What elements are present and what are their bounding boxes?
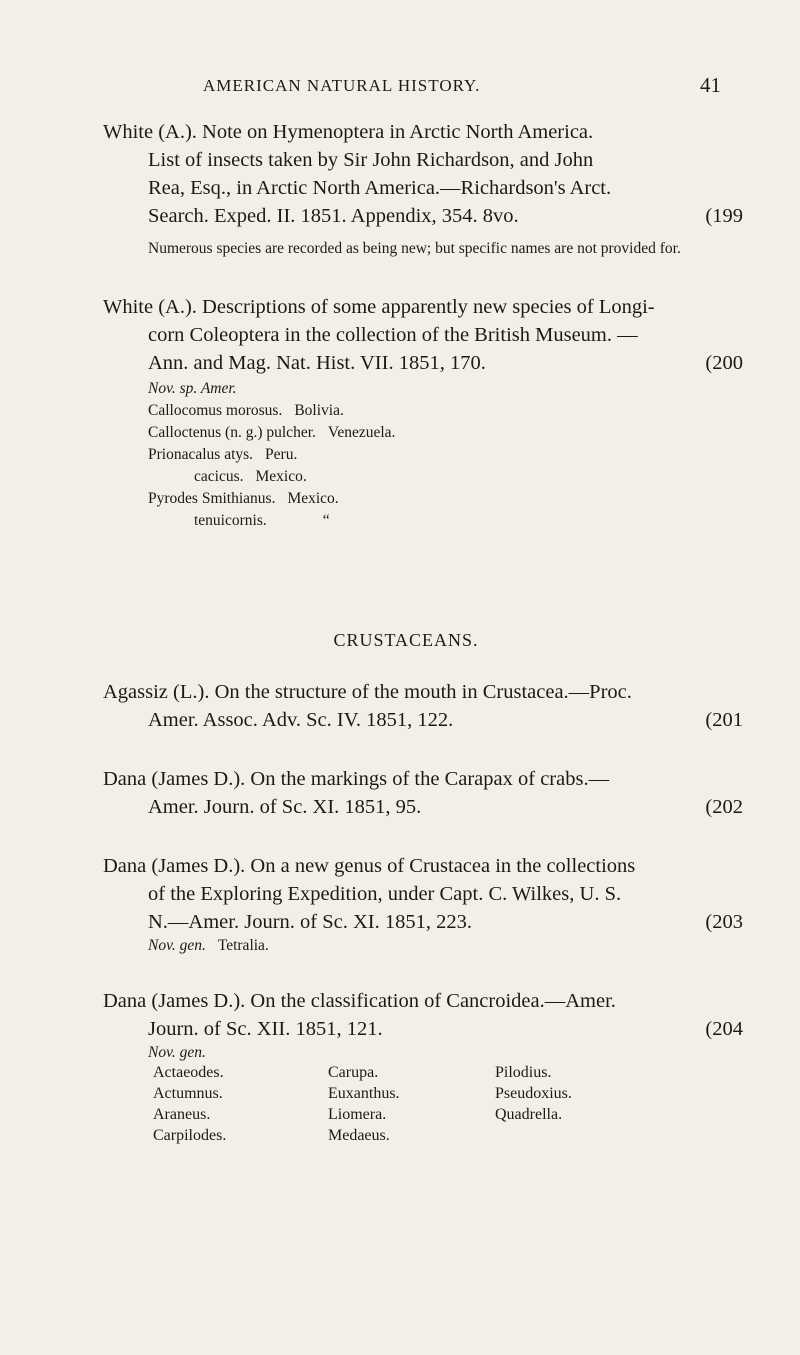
list-item: Callocomus morosus. Bolivia. (148, 402, 344, 419)
list-item: Euxanthus. (328, 1085, 400, 1102)
list-item: Quadrella. (495, 1106, 563, 1123)
entry-line: Ann. and Mag. Nat. Hist. VII. 1851, 170. (200 (103, 349, 743, 377)
list-item: cacicus. Mexico. (194, 468, 307, 485)
entry-line: Dana (James D.). On the classification of Cancroidea.—Amer. (103, 990, 616, 1012)
section-heading: CRUSTACEANS. (333, 630, 479, 650)
entry-number: (201 (705, 709, 743, 731)
nov-gen-label: Nov. gen. (148, 937, 206, 954)
list-item: Pilodius. (495, 1064, 552, 1081)
list-item: Calloctenus (n. g.) pulcher. Venezuela. (148, 424, 396, 441)
genera-column (153, 1062, 226, 1146)
list-item: Pseudoxius. (495, 1085, 572, 1102)
bibliography-entry-203 (103, 852, 743, 936)
entry-line: Journ. of Sc. XII. 1851, 121. (204 (103, 1015, 743, 1043)
list-item: Medaeus. (328, 1127, 390, 1144)
list-item: Pyrodes Smithianus. Mexico. (148, 490, 339, 507)
running-title: AMERICAN NATURAL HISTORY. (203, 76, 481, 95)
list-item: Actumnus. (153, 1085, 223, 1102)
species-list (148, 378, 395, 532)
entry-line: Dana (James D.). On a new genus of Crustacea in the collections (103, 855, 636, 877)
list-item: Araneus. (153, 1106, 211, 1123)
entry-line: Amer. Journ. of Sc. XI. 1851, 95. (202 (103, 793, 743, 821)
entry-line: Dana (James D.). On the markings of the Carapax of crabs.— (103, 768, 610, 790)
entry-number: (199 (705, 205, 743, 227)
entry-number: (203 (705, 911, 743, 933)
page-number: 41 (700, 73, 721, 97)
genus-name: Tetralia. (217, 937, 269, 954)
entry-line: List of insects taken by Sir John Richardson, and John (148, 149, 594, 171)
bibliography-entry-200 (103, 293, 743, 377)
list-item: Carpilodes. (153, 1127, 227, 1144)
list-item: Carupa. (328, 1064, 379, 1081)
list-item: tenuicornis. “ (194, 512, 330, 529)
entry-number: (202 (705, 796, 743, 818)
bibliography-entry-201 (103, 678, 743, 734)
entry-line: Amer. Assoc. Adv. Sc. IV. 1851, 122. (201 (103, 706, 743, 734)
entry-line: White (A.). Note on Hymenoptera in Arctic North America. (103, 121, 594, 143)
entry-line: N.—Amer. Journ. of Sc. XI. 1851, 223. (203 (103, 908, 743, 936)
entry-line: Agassiz (L.). On the structure of the mouth in Crustacea.—Proc. (103, 681, 632, 703)
entry-line: Search. Exped. II. 1851. Appendix, 354. 8vo. (199 (103, 202, 743, 230)
entry-number: (204 (705, 1018, 743, 1040)
list-item: Actaeodes. (153, 1064, 224, 1081)
bibliography-entry-204 (103, 987, 743, 1043)
entry-number: (200 (705, 352, 743, 374)
new-genus-line (148, 935, 269, 957)
genera-column (495, 1062, 572, 1125)
entry-line: Rea, Esq., in Arctic North America.—Richardson's Arct. (148, 177, 612, 199)
genera-column (328, 1062, 400, 1146)
entry-line: White (A.). Descriptions of some apparently new species of Longi- (103, 296, 655, 318)
list-heading: Nov. sp. Amer. (148, 380, 237, 397)
list-item: Prionacalus atys. Peru. (148, 446, 298, 463)
entry-line: corn Coleoptera in the collection of the British Museum. — (148, 324, 638, 346)
list-item: Liomera. (328, 1106, 387, 1123)
entry-note: Numerous species are recorded as being new; but specific names are not provided for. (148, 240, 681, 257)
entry-line: of the Exploring Expedition, under Capt. C. Wilkes, U. S. (148, 883, 622, 905)
bibliography-entry-199 (103, 118, 743, 230)
bibliography-entry-202 (103, 765, 743, 821)
nov-gen-heading: Nov. gen. (148, 1044, 206, 1061)
